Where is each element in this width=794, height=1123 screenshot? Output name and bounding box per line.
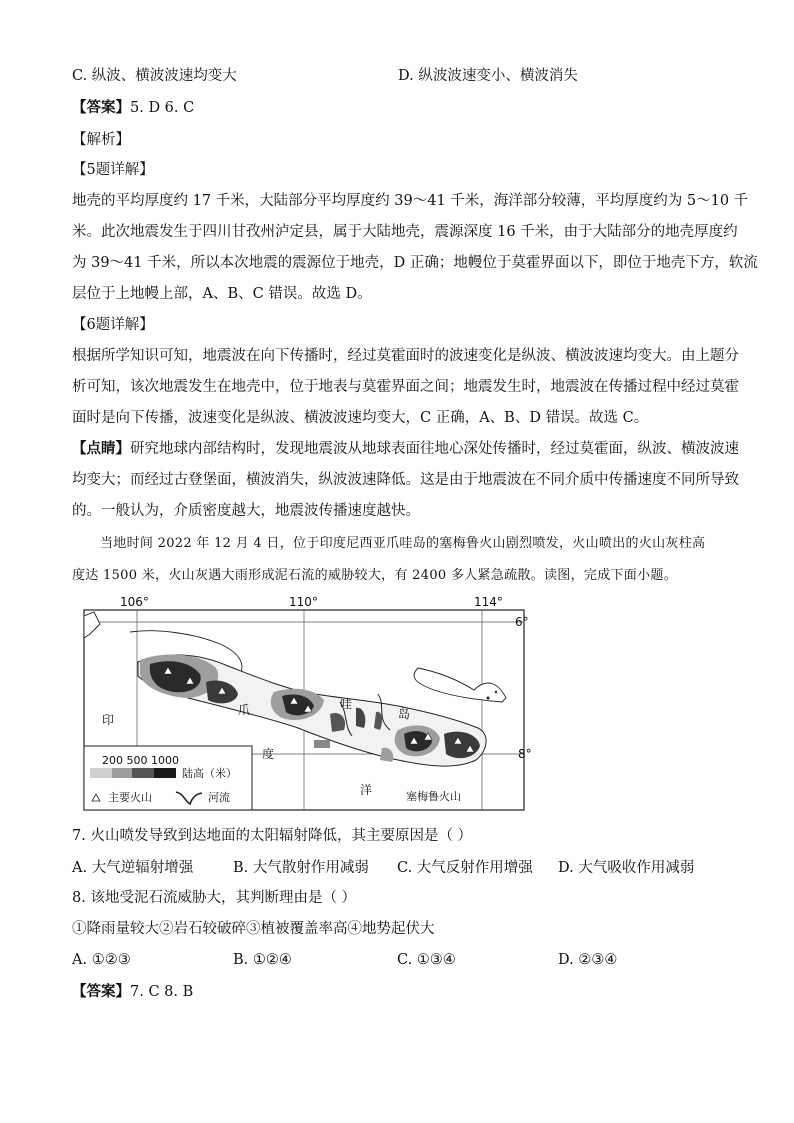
island-dot — [495, 691, 497, 693]
option-c: C. 纵波、横波波速均变大 — [72, 68, 237, 84]
q8-option-c: C. ①③④ — [397, 952, 456, 968]
q7-option-d: D. 大气吸收作用减弱 — [558, 860, 695, 876]
q7-stem: 7. 火山喷发导致到达地面的太阳辐射降低，其主要原因是（ ） — [72, 828, 473, 844]
q7-option-b: B. 大气散射作用减弱 — [233, 860, 369, 876]
q8-conditions: ①降雨量较大②岩石较破碎③植被覆盖率高④地势起伏大 — [72, 921, 435, 937]
intro-line-2: 度达 1500 米，火山灰遇大雨形成泥石流的威胁较大，有 2400 多人紧急疏散。读图，完成下面小题。 — [72, 568, 677, 583]
tip-line-3: 的。一般认为，介质密度越大，地震波传播速度越快。 — [72, 503, 420, 519]
legend-swatch-mid — [112, 768, 132, 778]
tip-text-1: 研究地球内部结构时，发现地震波从地球表面往地心深处传播时，经过莫霍面，纵波、横波波速 — [130, 441, 739, 457]
java-volcano-map — [78, 594, 538, 814]
q5-line-1: 地壳的平均厚度约 17 千米，大陆部分平均厚度约 39～41 千米，海洋部分较薄，平均厚度约为 5～10 千 — [72, 193, 749, 209]
option-d: D. 纵波波速变小、横波消失 — [398, 68, 578, 84]
q7-option-c: C. 大气反射作用增强 — [397, 860, 533, 876]
legend-elev-ticks: 200 500 1000 — [102, 754, 179, 767]
legend-volcano-label: 主要火山 — [108, 791, 152, 804]
q5-heading: 【5题详解】 — [72, 162, 154, 178]
lon-label-114: 114° — [474, 595, 503, 609]
q5-line-3: 为 39～41 千米，所以本次地震的震源位于地壳，D 正确；地幔位于莫霍界面以下，即位于地壳下方，软流 — [72, 255, 758, 271]
place-char-zhua: 爪 — [238, 703, 251, 717]
q6-line-2: 析可知，该次地震发生在地壳中，位于地表与莫霍界面之间；地震发生时，地震波在传播过程中经过莫霍 — [72, 379, 739, 395]
q5-line-4: 层位于上地幔上部，A、B、C 错误。故选 D。 — [72, 286, 372, 302]
volcano-name-label: 塞梅鲁火山 — [406, 790, 461, 803]
answer-text: 5. D 6. C — [130, 100, 195, 116]
q6-line-3: 面时是向下传播，波速变化是纵波、横波波速均变大，C 正确，A、B、D 错误。故选 C。 — [72, 410, 649, 426]
island-dot — [487, 697, 490, 700]
answer-tag: 【答案】 — [72, 99, 130, 116]
ocean-char-yin: 印 — [102, 713, 115, 727]
analysis-tag: 【解析】 — [72, 132, 130, 148]
q6-line-1: 根据所学知识可知，地震波在向下传播时，经过莫霍面时的波速变化是纵波、横波波速均变大。由上题分 — [72, 348, 739, 364]
place-char-dao: 岛 — [398, 707, 411, 721]
ocean-char-yang: 洋 — [360, 783, 373, 797]
lat-label-8: 8° — [518, 747, 532, 761]
legend-swatch-low — [90, 768, 112, 778]
ridge-4 — [314, 740, 330, 748]
q8-option-d: D. ②③④ — [558, 952, 618, 968]
legend-elev-unit: 陆高（米） — [182, 767, 237, 780]
lon-label-106: 106° — [120, 595, 149, 609]
lon-label-110: 110° — [289, 595, 318, 609]
place-char-wa: 哇 — [340, 697, 353, 711]
answer-text-2: 7. C 8. B — [130, 984, 194, 1000]
q8-option-a: A. ①②③ — [72, 952, 131, 968]
legend-swatch-top — [154, 768, 176, 778]
ocean-char-du: 度 — [262, 747, 275, 761]
tip-line-2: 均变大；而经过古登堡面，横波消失，纵波波速降低。这是由于地震波在不同介质中传播速度不同所导致 — [72, 472, 739, 488]
tip-line-1 — [72, 439, 739, 459]
answer-line-1 — [72, 98, 194, 118]
legend-swatch-high — [132, 768, 154, 778]
intro-line-1: 当地时间 2022 年 12 月 4 日，位于印度尼西亚爪哇岛的塞梅鲁火山剧烈喷发，火山喷出的火山灰柱高 — [100, 536, 706, 551]
tip-tag: 【点睛】 — [72, 440, 130, 457]
answer-tag-2: 【答案】 — [72, 983, 130, 1000]
map-legend — [84, 746, 252, 810]
q7-option-a: A. 大气逆辐射增强 — [72, 860, 194, 876]
lat-label-6: 6° — [515, 615, 529, 629]
answer-line-2 — [72, 982, 193, 1002]
q5-line-2: 米。此次地震发生于四川甘孜州泸定县，属于大陆地壳，震源深度 16 千米，由于大陆部分的地壳厚度约 — [72, 224, 738, 240]
legend-river-label: 河流 — [208, 791, 230, 804]
q8-stem: 8. 该地受泥石流威胁大，其判断理由是（ ） — [72, 890, 357, 906]
q8-option-b: B. ①②④ — [233, 952, 292, 968]
q6-heading: 【6题详解】 — [72, 317, 154, 333]
